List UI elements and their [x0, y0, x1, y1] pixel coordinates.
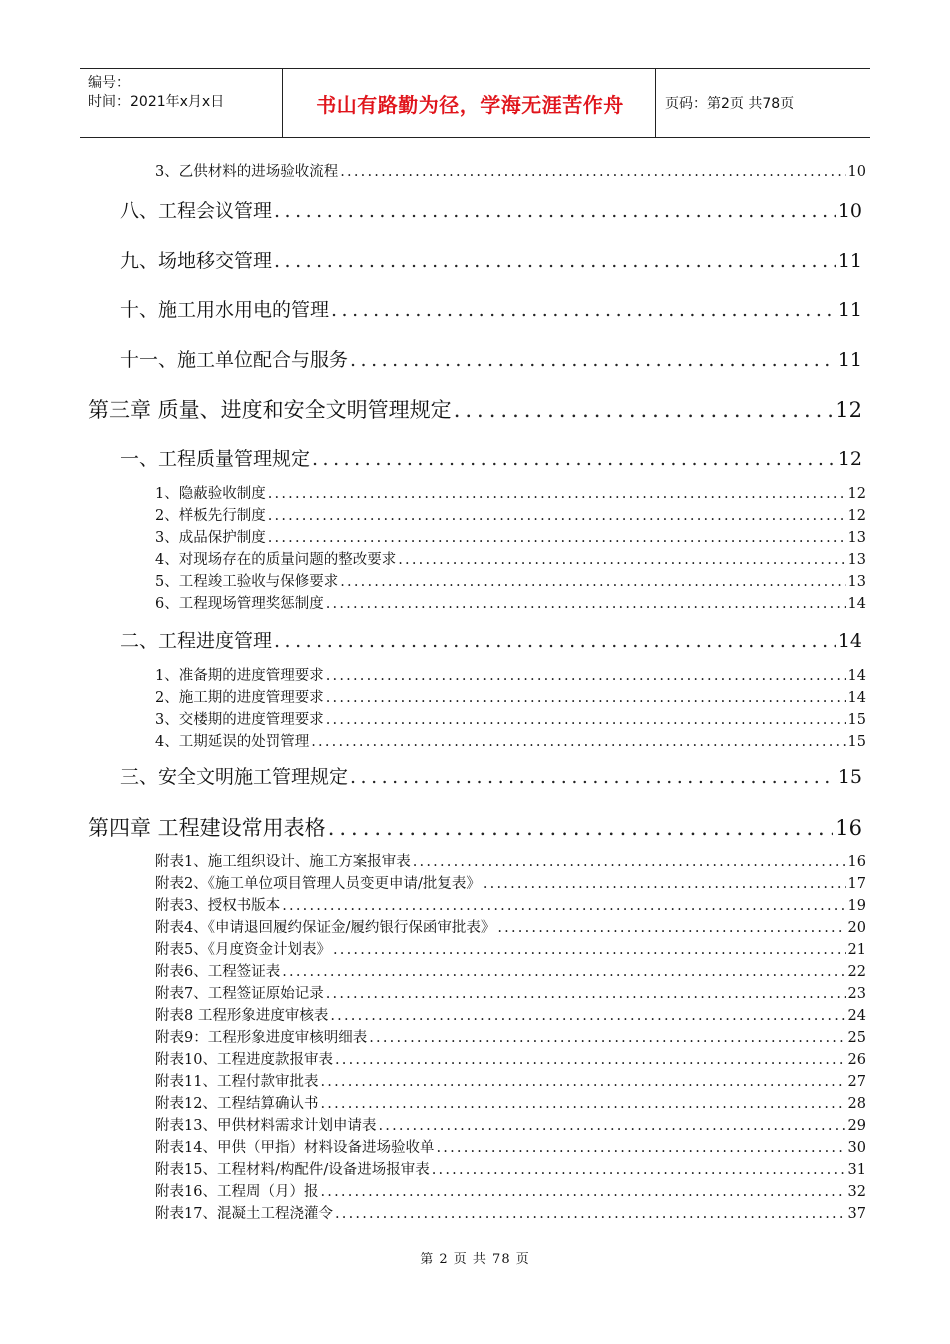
- toc-entry-title: 十一、施工单位配合与服务: [120, 349, 349, 371]
- toc-dot-leader: [326, 690, 846, 706]
- toc-entry-title: 附表16、工程周（月）报: [155, 1184, 319, 1200]
- toc-entry-page: 11: [837, 299, 862, 321]
- toc-dot-leader: [320, 1184, 845, 1200]
- toc-dot-leader: [268, 508, 846, 524]
- toc-entry[interactable]: [120, 196, 862, 223]
- toc-dot-leader: [312, 448, 836, 470]
- toc-dot-leader: [378, 1118, 845, 1134]
- toc-entry[interactable]: [155, 548, 866, 569]
- toc-entry-page: 10: [837, 200, 862, 222]
- toc-entry-page: 32: [847, 1184, 866, 1200]
- toc-dot-leader: [326, 668, 846, 684]
- toc-entry-page: 29: [847, 1118, 866, 1134]
- toc-entry[interactable]: [155, 160, 866, 181]
- toc-entry-page: 13: [847, 574, 866, 590]
- page-footer: 第 2 页 共 78 页: [420, 1252, 530, 1267]
- toc-dot-leader: [331, 299, 836, 321]
- toc-entry[interactable]: [155, 1114, 866, 1135]
- toc-entry[interactable]: [155, 730, 866, 751]
- toc-entry-page: 20: [847, 920, 866, 936]
- toc-entry-page: 11: [837, 349, 862, 371]
- toc-dot-leader: [333, 942, 846, 958]
- toc-entry-title: 第四章 工程建设常用表格: [88, 816, 326, 840]
- toc-entry-page: 26: [847, 1052, 866, 1068]
- toc-entry-page: 14: [847, 596, 866, 612]
- toc-dot-leader: [340, 164, 845, 180]
- toc-entry-page: 14: [837, 630, 862, 652]
- toc-dot-leader: [320, 1096, 845, 1112]
- toc-entry[interactable]: [120, 762, 862, 789]
- time-label: 时间：2021年x月x日: [88, 94, 225, 110]
- header-page-info: 页码：第2页 共78页: [665, 96, 795, 112]
- toc-entry-title: 附表11、工程付款审批表: [155, 1074, 319, 1090]
- toc-entry[interactable]: [155, 686, 866, 707]
- toc-entry-title: 附表4、《申请退回履约保证金/履约银行保函审批表》: [155, 920, 496, 936]
- toc-dot-leader: [274, 200, 836, 222]
- serial-label: 编号：: [88, 75, 130, 91]
- toc-dot-leader: [436, 1140, 845, 1156]
- toc-entry-title: 二、工程进度管理: [120, 630, 273, 652]
- toc-entry-page: 15: [847, 734, 866, 750]
- toc-dot-leader: [268, 486, 846, 502]
- toc-entry-title: 附表9：工程形象进度审核明细表: [155, 1030, 368, 1046]
- toc-entry[interactable]: [88, 394, 862, 424]
- toc-entry-page: 16: [847, 854, 866, 870]
- toc-dot-leader: [432, 1162, 846, 1178]
- header-divider: [655, 69, 656, 137]
- toc-entry-page: 12: [837, 448, 862, 470]
- toc-entry[interactable]: [155, 1158, 866, 1179]
- toc-entry-page: 21: [847, 942, 866, 958]
- toc-entry-title: 十、施工用水用电的管理: [120, 299, 330, 321]
- toc-dot-leader: [328, 816, 834, 840]
- toc-entry[interactable]: [155, 938, 866, 959]
- toc-entry[interactable]: [155, 1048, 866, 1069]
- toc-entry-title: 附表8 工程形象进度审核表: [155, 1008, 329, 1024]
- toc-entry-title: 3、乙供材料的进场验收流程: [155, 164, 339, 180]
- toc-dot-leader: [340, 574, 845, 590]
- toc-entry-title: 附表6、工程签证表: [155, 964, 281, 980]
- toc-entry-title: 附表12、工程结算确认书: [155, 1096, 319, 1112]
- toc-entry-page: 23: [847, 986, 866, 1002]
- toc-entry-page: 37: [847, 1206, 866, 1222]
- toc-entry-title: 三、安全文明施工管理规定: [120, 766, 349, 788]
- toc-dot-leader: [335, 1052, 846, 1068]
- toc-dot-leader: [326, 712, 846, 728]
- toc-entry[interactable]: [155, 1026, 866, 1047]
- toc-entry-page: 16: [835, 816, 862, 840]
- toc-entry-title: 第三章 质量、进度和安全文明管理规定: [88, 398, 452, 422]
- toc-entry-page: 15: [847, 712, 866, 728]
- toc-entry-title: 6、工程现场管理奖惩制度: [155, 596, 324, 612]
- toc-dot-leader: [326, 986, 846, 1002]
- toc-dot-leader: [268, 530, 846, 546]
- toc-entry-page: 12: [847, 486, 866, 502]
- toc-dot-leader: [350, 349, 836, 371]
- toc-dot-leader: [398, 552, 845, 568]
- toc-entry-title: 附表14、甲供（甲指）材料设备进场验收单: [155, 1140, 435, 1156]
- toc-entry-title: 附表7、工程签证原始记录: [155, 986, 324, 1002]
- toc-entry-page: 22: [847, 964, 866, 980]
- toc-entry-title: 附表15、工程材料/构配件/设备进场报审表: [155, 1162, 430, 1178]
- toc-entry[interactable]: [155, 504, 866, 525]
- toc-entry-title: 附表5、《月度资金计划表》: [155, 942, 331, 958]
- toc-entry-title: 附表17、混凝土工程浇灌令: [155, 1206, 333, 1222]
- toc-entry[interactable]: [155, 482, 866, 503]
- header-meta: [88, 74, 224, 112]
- toc-dot-leader: [497, 920, 845, 936]
- toc-entry[interactable]: [120, 246, 862, 273]
- toc-entry-title: 5、工程竣工验收与保修要求: [155, 574, 339, 590]
- toc-dot-leader: [350, 766, 836, 788]
- toc-entry[interactable]: [155, 894, 866, 915]
- toc-entry[interactable]: [155, 1202, 866, 1223]
- toc-entry-page: 27: [847, 1074, 866, 1090]
- toc-dot-leader: [330, 1008, 845, 1024]
- toc-entry[interactable]: [155, 1180, 866, 1201]
- toc-entry-title: 九、场地移交管理: [120, 250, 273, 272]
- toc-entry[interactable]: [155, 592, 866, 613]
- toc-entry-title: 4、对现场存在的质量问题的整改要求: [155, 552, 397, 568]
- toc-entry-page: 12: [835, 398, 862, 422]
- toc-entry-title: 2、样板先行制度: [155, 508, 266, 524]
- toc-entry[interactable]: [155, 526, 866, 547]
- toc-entry-page: 30: [847, 1140, 866, 1156]
- toc-dot-leader: [483, 876, 846, 892]
- toc-entry[interactable]: [155, 1070, 866, 1091]
- toc-entry-page: 19: [847, 898, 866, 914]
- toc-entry-page: 15: [837, 766, 862, 788]
- toc-entry-title: 附表10、工程进度款报审表: [155, 1052, 333, 1068]
- toc-entry-page: 14: [847, 668, 866, 684]
- toc-dot-leader: [311, 734, 845, 750]
- toc-entry-title: 1、准备期的进度管理要求: [155, 668, 324, 684]
- toc-entry-title: 一、工程质量管理规定: [120, 448, 311, 470]
- toc-entry[interactable]: [155, 960, 866, 981]
- toc-entry[interactable]: [88, 812, 862, 842]
- toc-entry-page: 24: [847, 1008, 866, 1024]
- toc-entry[interactable]: [155, 664, 866, 685]
- header-divider: [282, 69, 283, 137]
- toc-entry[interactable]: [155, 1004, 866, 1025]
- toc-dot-leader: [320, 1074, 845, 1090]
- page-header: [80, 68, 870, 138]
- toc-entry-title: 附表1、施工组织设计、施工方案报审表: [155, 854, 411, 870]
- toc-entry-title: 2、施工期的进度管理要求: [155, 690, 324, 706]
- toc-entry-title: 附表3、授权书版本: [155, 898, 281, 914]
- toc-entry-page: 10: [847, 164, 866, 180]
- toc-entry[interactable]: [120, 626, 862, 653]
- toc-entry-title: 1、隐蔽验收制度: [155, 486, 266, 502]
- toc-entry-title: 附表13、甲供材料需求计划申请表: [155, 1118, 377, 1134]
- toc-entry-title: 3、成品保护制度: [155, 530, 266, 546]
- toc-entry[interactable]: [155, 1092, 866, 1113]
- toc-entry[interactable]: [120, 295, 862, 322]
- toc-entry-page: 31: [847, 1162, 866, 1178]
- toc-dot-leader: [274, 630, 836, 652]
- toc-entry-page: 14: [847, 690, 866, 706]
- header-motto: 书山有路勤为径，学海无涯苦作舟: [316, 92, 624, 117]
- toc-dot-leader: [369, 1030, 845, 1046]
- toc-dot-leader: [454, 398, 834, 422]
- toc-entry-page: 17: [847, 876, 866, 892]
- toc-entry-title: 附表2、《施工单位项目管理人员变更申请/批复表》: [155, 876, 481, 892]
- toc-entry-title: 3、交楼期的进度管理要求: [155, 712, 324, 728]
- toc-entry[interactable]: [155, 850, 866, 871]
- toc-dot-leader: [282, 898, 845, 914]
- toc-entry-page: 13: [847, 530, 866, 546]
- toc-entry[interactable]: [155, 570, 866, 591]
- toc-entry[interactable]: [155, 708, 866, 729]
- toc-dot-leader: [413, 854, 846, 870]
- toc-entry[interactable]: [120, 345, 862, 372]
- toc-entry-page: 28: [847, 1096, 866, 1112]
- toc-entry-title: 八、工程会议管理: [120, 200, 273, 222]
- toc-entry[interactable]: [155, 916, 866, 937]
- toc-entry[interactable]: [120, 444, 862, 471]
- toc-entry-page: 12: [847, 508, 866, 524]
- toc-entry-page: 25: [847, 1030, 866, 1046]
- toc-entry[interactable]: [155, 872, 866, 893]
- toc-entry-title: 4、工期延误的处罚管理: [155, 734, 310, 750]
- toc-entry-page: 13: [847, 552, 866, 568]
- toc-entry[interactable]: [155, 982, 866, 1003]
- toc-entry[interactable]: [155, 1136, 866, 1157]
- toc-dot-leader: [335, 1206, 846, 1222]
- toc-dot-leader: [326, 596, 846, 612]
- toc-entry-page: 11: [837, 250, 862, 272]
- toc-dot-leader: [282, 964, 845, 980]
- toc-dot-leader: [274, 250, 836, 272]
